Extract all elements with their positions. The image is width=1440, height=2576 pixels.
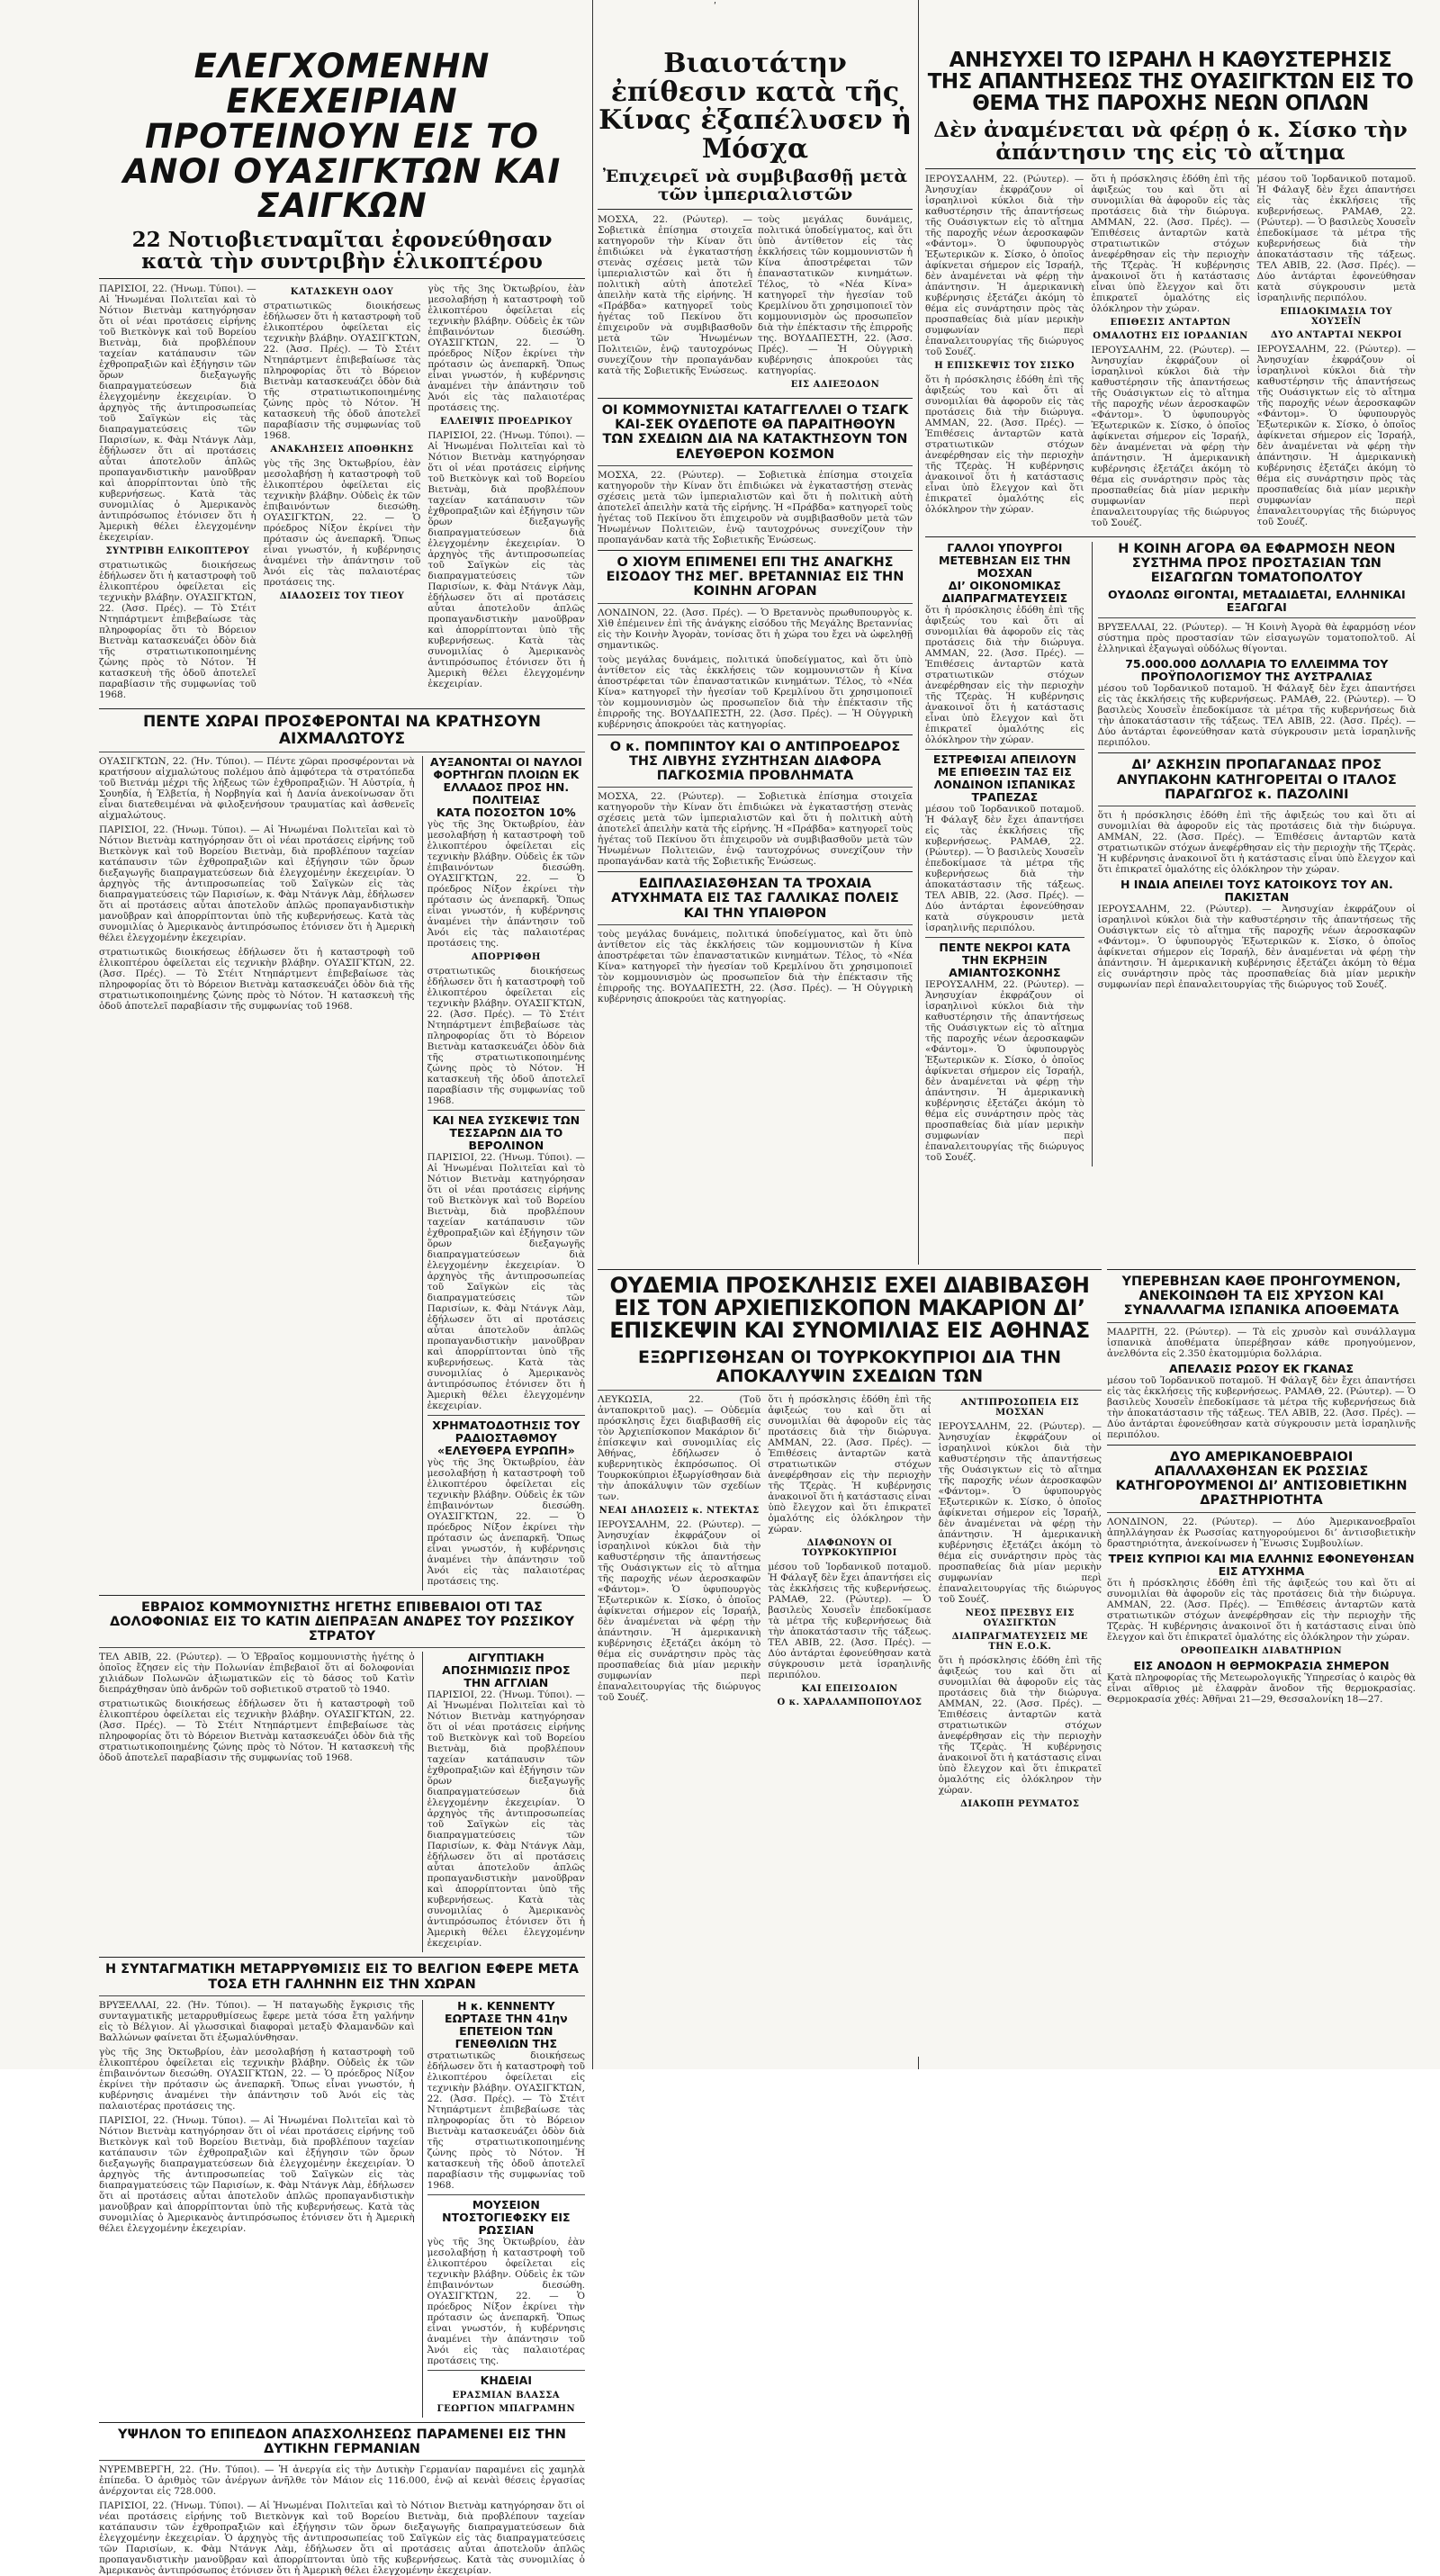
right-top-columns (925, 174, 1416, 532)
article-text: ΙΕΡΟΥΣΑΛΗΜ, 22. (Ρώυτερ). — Ἀνησυχίαν ἐκφράζουν οἱ ἰσραηλινοὶ κύκλοι διὰ τὴν καθυστέρησιν τῆς ἀπαντήσεως τῆς Ουάσιγκτων εἰς τὸ αἴτημα τῆς παροχῆς νέων ἀεροσκαφῶν «Φάντομ». Ὁ ὑφυπουργὸς Ἐξωτερικῶν κ. Σίσκο, ὁ ὁποῖος ἀφίκνεται σήμερον εἰς Ἰσραήλ, δὲν ἀναμένεται νὰ φέρῃ τὴν ἀπάντησιν. Ἡ ἀμερικανικὴ κυβέρνησις ἐξετάζει ἀκόμη τὸ θέμα εἰς συνάρτησιν πρὸς τὰς προσπαθείας διὰ μίαν μερικὴν συμφωνίαν περὶ ἐπαναλειτουργίας τῆς διώρυγος τοῦ Σουέζ. (1091, 344, 1250, 528)
headline-nauloi-sub: ΚΑΤΑ ΠΟΣΟΣΤΟΝ 10% (436, 805, 576, 819)
page-mark: ʹ (714, 2, 716, 12)
headline-aigyptiaki: ΑΙΓΥΠΤΙΑΚΗ ΑΠΟΣΗΜΙΩΣΙΣ ΠΡΟΣ ΤΗΝ ΑΓΓΛΙΑΝ (442, 1651, 571, 1690)
syntagma-columns (99, 2000, 585, 2418)
evraios-columns (99, 1652, 585, 1952)
article-text: ΠΑΡΙΣΙΟΙ, 22. (Ἡνωμ. Τύποι). — Αἱ Ἡνωμέναι Πολιτεῖαι καὶ τὸ Νότιον Βιετνὰμ κατηγόρησαν ὅτι οἱ νέαι προτάσεις εἰρήνης τοῦ Βιετκὸνγκ καὶ τοῦ Βορείου Βιετνὰμ, διὰ προβλέπουν ταχείαν κατάπαυσιν τῶν ἐχθροπραξιῶν καὶ ἐξήγησιν τῶν ὅρων διεξαγωγῆς διαπραγματεύσεων διὰ ἐλεγχομένην ἐκεχειρίαν. Ὁ ἀρχηγὸς τῆς ἀντιπροσωπείας τοῦ Σαϊγκὼν εἰς τὰς διαπραγματεύσεις τῶν Παρισίων, κ. Φὰμ Ντάνγκ Λὰμ, ἐδήλωσεν ὅτι αἱ προτάσεις αὗται ἀποτελοῦν ἀπλῶς προπαγανδιστικὴν μανοῦβραν καὶ ἀπορρίπτονται ὑπὸ τῆς κυβερνήσεως. Κατὰ τὰς συνομιλίας ὁ Ἀμερικανὸς ἀντιπρόσωπος ἐτόνισεν ὅτι ἡ Ἀμερικὴ θέλει ἐλεγχομένην ἐκεχειρίαν. (427, 1689, 585, 1950)
headline-ekecheiria: ΕΛΕΓΧΟΜΕΝΗΝ ΕΚΕΧΕΙΡΙΑΝ ΠΡΟΤΕΙΝΟΥΝ ΕΙΣ ΤΟ ΑΝΟΙ ΟΥΑΣΙΓΚΤΩΝ ΚΑΙ ΣΑΙΓΚΩΝ (122, 47, 562, 226)
article-text: ΒΡΥΞΕΛΛΑΙ, 22. (Ρώυτερ). — Ἡ Κοινὴ Ἀγορὰ θὰ ἐφαρμόσῃ νέον σύστημα πρὸς προστασίαν τῶν εἰσαγωγῶν τοματοπολτοῦ. Αἱ ἑλληνικαὶ ἐξαγωγαὶ οὐδόλως θίγονται. (1097, 622, 1416, 655)
subhead: ΕΙΣ ΑΔΙΕΞΟΔΟΝ (790, 379, 880, 390)
subhead: ΕΠΙΔΟΚΙΜΑΣΙΑ ΤΟΥ ΧΟΥΣΕΪΝ (1280, 306, 1393, 327)
article-text: ΠΑΡΙΣΙΟΙ, 22. (Ἡνωμ. Τύποι). — Αἱ Ἡνωμέναι Πολιτεῖαι καὶ τὸ Νότιον Βιετνὰμ κατηγόρησαν ὅτι οἱ νέαι προτάσεις εἰρήνης τοῦ Βιετκὸνγκ καὶ τοῦ Βορείου Βιετνὰμ, διὰ προβλέπουν ταχείαν κατάπαυσιν τῶν ἐχθροπραξιῶν καὶ ἐξήγησιν τῶν ὅρων διεξαγωγῆς διαπραγματεύσεων διὰ ἐλεγχομένην ἐκεχειρίαν. Ὁ ἀρχηγὸς τῆς ἀντιπροσωπείας τοῦ Σαϊγκὼν εἰς τὰς διαπραγματεύσεις τῶν Παρισίων, κ. Φὰμ Ντάνγκ Λὰμ, ἐδήλωσεν ὅτι αἱ προτάσεις αὗται ἀποτελοῦν ἀπλῶς προπαγανδιστικὴν μανοῦβραν καὶ ἀπορρίπτονται ὑπὸ τῆς κυβερνήσεως. Κατὰ τὰς συνομιλίας ὁ Ἀμερικανὸς ἀντιπρόσωπος ἐτόνισεν ὅτι ἡ Ἀμερικὴ θέλει ἐλεγχομένην ἐκεχειρίαν. (99, 2114, 415, 2234)
article-text: γὺς τῆς 3ης Ὀκτωβρίου, ἐὰν μεσολαβήσῃ ἡ καταστροφὴ τοῦ ἑλικοπτέρου ὀφείλεται εἰς τεχνικὴν βλάβην. Οὐδεὶς ἐκ τῶν ἐπιβαινόντων διεσώθη. ΟΥΑΣΙΓΚΤΩΝ, 22. — Ὁ πρόεδρος Νίξον ἐκρίνει τὴν πρότασιν ὡς ἀνεπαρκῆ. Ὅπως εἶναι γνωστόν, ἡ κυβέρνησις ἀναμένει τὴν ἀπάντησιν τοῦ Ἀνόι εἰς τὰς παλαιοτέρας προτάσεις της. (428, 283, 586, 413)
headline-makarios: ΟΥΔΕΜΙΑ ΠΡΟΣΚΛΗΣΙΣ ΕΧΕΙ ΔΙΑΒΙΒΑΣΘΗ ΕΙΣ ΤΟΝ ΑΡΧΙΕΠΙΣΚΟΠΟΝ ΜΑΚΑΡΙΟΝ ΔΙ’ ΕΠΙΣΚΕΨΙΝ ΚΑΙ ΣΥΝΟΜΙΛΙΑΣ ΕΙΣ ΑΘΗΝΑΣ (609, 1273, 1090, 1344)
article-text: ΒΡΥΞΕΛΛΑΙ, 22. (Ἡν. Τύποι). — Ἡ παταγωδὴς ἔγκρισις τῆς συνταγματικῆς μεταρρυθμίσεως ἔφερε μετὰ τόσα ἔτη γαλήνην εἰς τὸ Βέλγιον. Αἱ γλωσσικαὶ διαφοραὶ μεταξὺ Φλαμανδῶν καὶ Βαλλώνων φαίνεται ὅτι ἐξωμαλύνθησαν. (99, 1999, 415, 2043)
article-text: ΛΟΝΔΙΝΟΝ, 22. (Ρώυτερ). — Δύο Ἀμερικανοεβραῖοι ἀπηλλάγησαν ἐκ Ρωσσίας κατηγορούμενοι δι’ ἀντισοβιετικὴν δραστηριότητα, ἀνεκοίνωσεν ἡ Ἕνωσις Συμβουλίων. (1107, 1516, 1416, 1549)
article-text: ὅτι ἡ πρόσκλησις ἐδόθη ἐπὶ τῆς ἀφιξεώς του καὶ ὅτι αἱ συνομιλίαι θὰ ἀφοροῦν εἰς τὰς προτάσεις διὰ τὴν διώρυγα. ΑΜΜΑΝ, 22. (Ἀσσ. Πρές). — Ἐπιθέσεις ἀνταρτῶν κατὰ στρατιωτικῶν στόχων ἀνεφέρθησαν εἰς τὴν περιοχὴν τῆς Τζερὰς. Ἡ κυβέρνησις ἀνακοινοῖ ὅτι ἡ κατάστασις εἶναι ὑπὸ ἔλεγχον καὶ ὅτι ἐπικρατεῖ ὁμαλότης εἰς ὁλόκληρον τὴν χώραν. (925, 374, 1084, 515)
headline-apelasis: ΑΠΕΛΑΣΙΣ ΡΩΣΟΥ ΕΚ ΓΚΑΝΑΣ (1168, 1361, 1354, 1375)
article-text: μέσου τοῦ Ἰορδανικοῦ ποταμοῦ. Ἡ Φάλαγξ δὲν ἔχει ἀπαντήσει εἰς τὰς ἐκκλήσεις τῆς κυβερνήσεως. ΡΑΜΑΘ, 22. (Ρώυτερ). — Ὁ βασιλεὺς Χουσεῒν ἐπεδοκίμασε τὰ μέτρα τῆς κυβερνήσεως διὰ τὴν ἀποκατάστασιν τῆς τάξεως. ΤΕΛ ΑΒΙΒ, 22. (Ἀσσ. Πρές). — Δύο ἀντάρται ἐφονεύθησαν κατὰ σύγκρουσιν μετὰ ἰσραηλινῆς περιπόλου. (1256, 173, 1416, 303)
headline-treis-kyprioi: ΤΡΕΙΣ ΚΥΠΡΙΟΙ ΚΑΙ ΜΙΑ ΕΛΛΗΝΙΣ ΕΦΟΝΕΥΘΗΣΑΝ ΕΙΣ ΑΤΥΧΗΜΑ (1108, 1551, 1415, 1578)
article-text: ΙΕΡΟΥΣΑΛΗΜ, 22. (Ρώυτερ). — Ἀνησυχίαν ἐκφράζουν οἱ ἰσραηλινοὶ κύκλοι διὰ τὴν καθυστέρησιν τῆς ἀπαντήσεως τῆς Ουάσιγκτων εἰς τὸ αἴτημα τῆς παροχῆς νέων ἀεροσκαφῶν «Φάντομ». Ὁ ὑφυπουργὸς Ἐξωτερικῶν κ. Σίσκο, ὁ ὁποῖος ἀφίκνεται σήμερον εἰς Ἰσραήλ, δὲν ἀναμένεται νὰ φέρῃ τὴν ἀπάντησιν. Ἡ ἀμερικανικὴ κυβέρνησις ἐξετάζει ἀκόμη τὸ θέμα εἰς συνάρτησιν πρὸς τὰς προσπαθείας διὰ μίαν μερικὴν συμφωνίαν περὶ ἐπαναλειτουργίας τῆς διώρυγος τοῦ Σουέζ. (1256, 343, 1416, 527)
article-text: ΙΕΡΟΥΣΑΛΗΜ, 22. (Ρώυτερ). — Ἀνησυχίαν ἐκφράζουν οἱ ἰσραηλινοὶ κύκλοι διὰ τὴν καθυστέρησιν τῆς ἀπαντήσεως τῆς Ουάσιγκτων εἰς τὸ αἴτημα τῆς παροχῆς νέων ἀεροσκαφῶν «Φάντομ». Ὁ ὑφυπουργὸς Ἐξωτερικῶν κ. Σίσκο, ὁ ὁποῖος ἀφίκνεται σήμερον εἰς Ἰσραήλ, δὲν ἀναμένεται νὰ φέρῃ τὴν ἀπάντησιν. Ἡ ἀμερικανικὴ κυβέρνησις ἐξετάζει ἀκόμη τὸ θέμα εἰς συνάρτησιν πρὸς τὰς προσπαθείας διὰ μίαν μερικὴν συμφωνίαν περὶ ἐπαναλειτουργίας τῆς διώρυγος τοῦ Σουέζ. (925, 978, 1084, 1163)
subhead: ΟΡΘΟΠΕΔΙΚΗ ΔΙΑΒΑΤΗΡΙΩΝ (1180, 1645, 1343, 1656)
headline-galloi: ΓΑΛΛΟΙ ΥΠΟΥΡΓΟΙ ΜΕΤΕΒΗΣΑΝ ΕΙΣ ΤΗΝ ΜΟΣΧΑΝ (939, 540, 1071, 580)
subhead: ΔΥΟ ΑΝΤΑΡΤΑΙ ΝΕΚΡΟΙ (1270, 329, 1402, 340)
right-mid-columns (925, 542, 1416, 1166)
subhead: ΑΝΤΙΠΡΟΣΩΠΕΙΑ ΕΙΣ ΜΟΣΧΑΝ (960, 1398, 1080, 1419)
headline-koini-agora-sub: ΟΥΔΟΛΩΣ ΘΙΓΟΝΤΑΙ, ΜΕΤΑΔΙΔΕΤΑΙ, ΕΛΛΗΝΙΚΑΙ ΕΞΑΓΩΓΑΙ (1108, 588, 1406, 615)
subhead: ΔΙΑΔΟΣΕΙΣ ΤΟΥ ΤΙΕΟΥ (279, 590, 405, 601)
column-divider (592, 0, 593, 2069)
article-text: ΜΑΔΡΙΤΗ, 22. (Ρώυτερ). — Τὰ εἰς χρυσὸν καὶ συνάλλαγμα ἰσπανικὰ ἀποθέματα ὑπερέβησαν κάθε προηγούμενον, ἀνελθόντα εἰς 2.350 ἑκατομμύρια δολλάρια. (1107, 1326, 1416, 1359)
headline-pasolini: ΔΙ’ ΑΣΚΗΣΙΝ ΠΡΟΠΑΓΑΝΔΑΣ ΠΡΟΣ ΑΝΥΠΑΚΟΗΝ ΚΑΤΗΓΟΡΕΙΤΑΙ Ο ΙΤΑΛΟΣ ΠΑΡΑΓΩΓΟΣ κ. ΠΑΖΟΛΙΝΙ (1116, 758, 1397, 802)
article-text: στρατιωτικῶς διοικήσεως ἐδήλωσεν ὅτι ἡ καταστροφὴ τοῦ ἑλικοπτέρου ὀφείλεται εἰς τεχνικὴν βλάβην. ΟΥΑΣΙΓΚΤΩΝ, 22. (Ἀσσ. Πρές). — Τὸ Στέιτ Ντηπάρτμεντ ἐπιβεβαίωσε τὰς πληροφορίας ὅτι τὸ Βόρειον Βιετνὰμ κατασκευάζει ὁδὸν διὰ τῆς στρατιωτικοποιημένης ζώνης πρὸς τὸ Νότον. Ἡ κατασκευὴ τῆς ὁδοῦ ἀποτελεῖ παραβίασιν τῆς συμφωνίας τοῦ 1968. (99, 946, 415, 1012)
article-text: στρατιωτικῶς διοικήσεως ἐδήλωσεν ὅτι ἡ καταστροφὴ τοῦ ἑλικοπτέρου ὀφείλεται εἰς τεχνικὴν βλάβην. ΟΥΑΣΙΓΚΤΩΝ, 22. (Ἀσσ. Πρές). — Τὸ Στέιτ Ντηπάρτμεντ ἐπιβεβαίωσε τὰς πληροφορίας ὅτι τὸ Βόρειον Βιετνὰμ κατασκευάζει ὁδὸν διὰ τῆς στρατιωτικοποιημένης ζώνης πρὸς τὸ Νότον. Ἡ κατασκευὴ τῆς ὁδοῦ ἀποτελεῖ παραβίασιν τῆς συμφωνίας τοῦ 1968. (99, 1698, 415, 1764)
subheadline-ekecheiria: 22 Νοτιοβιετναμῖται ἐφονεύθησαν κατὰ τὴν συντριβὴν ἑλικοπτέρου (131, 228, 553, 275)
article-text: μέσου τοῦ Ἰορδανικοῦ ποταμοῦ. Ἡ Φάλαγξ δὲν ἔχει ἀπαντήσει εἰς τὰς ἐκκλήσεις τῆς κυβερνήσεως. ΡΑΜΑΘ, 22. (Ρώυτερ). — Ὁ βασιλεὺς Χουσεῒν ἐπεδοκίμασε τὰ μέτρα τῆς κυβερνήσεως διὰ τὴν ἀποκατάστασιν τῆς τάξεως. ΤΕΛ ΑΒΙΒ, 22. (Ἀσσ. Πρές). — Δύο ἀντάρται ἐφονεύθησαν κατὰ σύγκρουσιν μετὰ ἰσραηλινῆς περιπόλου. (1107, 1374, 1416, 1440)
article-text: μέσου τοῦ Ἰορδανικοῦ ποταμοῦ. Ἡ Φάλαγξ δὲν ἔχει ἀπαντήσει εἰς τὰς ἐκκλήσεις τῆς κυβερνήσεως. ΡΑΜΑΘ, 22. (Ρώυτερ). — Ὁ βασιλεὺς Χουσεῒν ἐπεδοκίμασε τὰ μέτρα τῆς κυβερνήσεως διὰ τὴν ἀποκατάστασιν τῆς τάξεως. ΤΕΛ ΑΒΙΒ, 22. (Ἀσσ. Πρές). — Δύο ἀντάρται ἐφονεύθησαν κατὰ σύγκρουσιν μετὰ ἰσραηλινῆς περιπόλου. (768, 1562, 932, 1681)
subhead: Η ΕΠΙΣΚΕΨΙΣ ΤΟΥ ΣΙΣΚΟ (934, 360, 1076, 371)
headline-evraios: ΕΒΡΑΙΟΣ ΚΟΜΜΟΥΝΙΣΤΗΣ ΗΓΕΤΗΣ ΕΠΙΒΕΒΑΙΟΙ ΟΤΙ ΤΑΣ ΔΟΛΟΦΟΝΙΑΣ ΕΙΣ ΤΟ ΚΑΤΙΝ ΔΙΕΠΡΑΞΑΝ ΑΝΔΡΕΣ ΤΟΥ ΡΩΣΣΙΚΟΥ ΣΤΡΑΤΟΥ (109, 1599, 575, 1644)
headline-pente-chores: ΠΕΝΤΕ ΧΩΡΑΙ ΠΡΟΣΦΕΡΟΝΤΑΙ ΝΑ ΚΡΑΤΗΣΟΥΝ ΑΙΧΜΑΛΩΤΟΥΣ (142, 712, 542, 748)
headline-syskepsis: ΚΑΙ ΝΕΑ ΣΥΣΚΕΨΙΣ ΤΩΝ ΤΕΣΣΑΡΩΝ ΔΙΑ ΤΟ ΒΕΡΟΛΙΝΟΝ (432, 1112, 580, 1152)
article-text: ΛΕΥΚΩΣΙΑ, 22. (Τοῦ ἀνταποκριτοῦ μας). — Οὐδεμία πρόσκλησις ἔχει διαβιβασθῆ εἰς τὸν Ἀρχιεπίσκοπον Μακάριον δι’ ἐπίσκεψιν καὶ συνομιλίας εἰς Ἀθήνας, ἐδήλωσεν ὁ κυβερνητικὸς ἐκπρόσωπος. Οἱ Τουρκοκύπριοι ἐξωργίσθησαν διὰ τὴν ἀποκάλυψιν τῶν σχεδίων των. (598, 1394, 761, 1503)
headline-kideiai: ΚΗΔΕΙΑΙ (480, 2373, 532, 2387)
subhead: ΣΥΝΤΡΙΒΗ ΕΛΙΚΟΠΤΕΡΟΥ (105, 545, 250, 556)
article-text: μέσου τοῦ Ἰορδανικοῦ ποταμοῦ. Ἡ Φάλαγξ δὲν ἔχει ἀπαντήσει εἰς τὰς ἐκκλήσεις τῆς κυβερνήσεως. ΡΑΜΑΘ, 22. (Ρώυτερ). — Ὁ βασιλεὺς Χουσεῒν ἐπεδοκίμασε τὰ μέτρα τῆς κυβερνήσεως διὰ τὴν ἀποκατάστασιν τῆς τάξεως. ΤΕΛ ΑΒΙΒ, 22. (Ἀσσ. Πρές). — Δύο ἀντάρται ἐφονεύθησαν κατὰ σύγκρουσιν μετὰ ἰσραηλινῆς περιπόλου. (1097, 683, 1416, 749)
headline-moysion: ΜΟΥΣΕΙΟΝ ΝΤΟΣΤΟΓΙΕΦΣΚΥ ΕΙΣ ΡΩΣΣΙΑΝ (442, 2197, 571, 2237)
article-text: ΠΑΡΙΣΙΟΙ, 22. (Ἡνωμ. Τύποι). — Αἱ Ἡνωμέναι Πολιτεῖαι καὶ τὸ Νότιον Βιετνὰμ κατηγόρησαν ὅτι οἱ νέαι προτάσεις εἰρήνης τοῦ Βιετκὸνγκ καὶ τοῦ Βορείου Βιετνὰμ, διὰ προβλέπουν ταχείαν κατάπαυσιν τῶν ἐχθροπραξιῶν καὶ ἐξήγησιν τῶν ὅρων διεξαγωγῆς διαπραγματεύσεων διὰ ἐλεγχομένην ἐκεχειρίαν. Ὁ ἀρχηγὸς τῆς ἀντιπροσωπείας τοῦ Σαϊγκὼν εἰς τὰς διαπραγματεύσεις τῶν Παρισίων, κ. Φὰμ Ντάνγκ Λὰμ, ἐδήλωσεν ὅτι αἱ προτάσεις αὗται ἀποτελοῦν ἀπλῶς προπαγανδιστικὴν μανοῦβραν καὶ ἀπορρίπτονται ὑπὸ τῆς κυβερνήσεως. Κατὰ τὰς συνομιλίας ὁ Ἀμερικανὸς ἀντιπρόσωπος ἐτόνισεν ὅτι ἡ Ἀμερικὴ θέλει ἐλεγχομένην ἐκεχειρίαν. (428, 429, 586, 689)
article-text: τοὺς μεγάλας δυνάμεις, πολιτικά ὑποδείγματος, καὶ ὅτι ὑπὸ ἀντίθετον εἰς τὰς ἐκκλήσεις τῶν κομμουνιστῶν ἡ Κίνα ἀποστρέφεται τῶν ἐπαναστατικῶν κινημάτων. Τέλος, τὸ «Νέα Κίνα» κατηγορεῖ τὴν ἡγεσίαν τοῦ Κρεμλίνου ὅτι χρησιμοποιεῖ τὸν κομμουνισμὸν ὡς προσωπεῖον διὰ τὴν ἐπέκτασιν τῆς ἐπιρροῆς της. ΒΟΥΔΑΠΕΣΤΗ, 22. (Ἀσσ. Πρές). — Ἡ Οὑγγρικὴ κυβέρνησις ἀποκρούει τὰς κατηγορίας. (758, 213, 913, 376)
article-text: Κατὰ πληροφορίας τῆς Μετεωρολογικῆς Ὑπηρεσίας ὁ καιρὸς θὰ εἶναι αἴθριος μὲ ἐλαφρὰν ἄνοδον τῆς θερμοκρασίας. Θερμοκρασία χθές: Ἀθῆναι 21—29, Θεσσαλονίκη 18—27. (1107, 1671, 1416, 1705)
article-text: ΛΟΝΔΙΝΟΝ, 22. (Ἀσσ. Πρές). — Ὁ Βρεταννὸς πρωθυπουργὸς κ. Χὶθ ἐπέμεινεν ἐπὶ τῆς ἀνάγκης εἰσόδου τῆς Μεγάλης Βρεταννίας εἰς τὴν Κοινὴν Ἀγορὰν, τονίσας ὅτι ἡ χώρα του ἔχει νὰ ὠφεληθῇ σημαντικῶς. (598, 607, 913, 651)
article-text: ΝΥΡΕΜΒΕΡΓΗ, 22. (Ἡν. Τύποι). — Ἡ ἀνεργία εἰς τὴν Δυτικὴν Γερμανίαν παραμένει εἰς χαμηλὰ ἐπίπεδα. Ὁ ἀριθμὸς τῶν ἀνέργων ἀνῆλθε τὸν Μάιον εἰς 116.000, ἐνῷ αἱ κενὰὶ θέσεις ἐργασίας ἀνέρχονται εἰς 728.000. (99, 2464, 585, 2498)
subhead: ΟΜΑΛΟΤΗΣ ΕΙΣ ΙΟΡΔΑΝΙΑΝ (1093, 330, 1248, 341)
article-text: γὺς τῆς 3ης Ὀκτωβρίου, ἐὰν μεσολαβήσῃ ἡ καταστροφὴ τοῦ ἑλικοπτέρου ὀφείλεται εἰς τεχνικὴν βλάβην. Οὐδεὶς ἐκ τῶν ἐπιβαινόντων διεσώθη. ΟΥΑΣΙΓΚΤΩΝ, 22. — Ὁ πρόεδρος Νίξον ἐκρίνει τὴν πρότασιν ὡς ἀνεπαρκῆ. Ὅπως εἶναι γνωστόν, ἡ κυβέρνησις ἀναμένει τὴν ἀπάντησιν τοῦ Ἀνόι εἰς τὰς παλαιοτέρας προτάσεις της. (99, 2046, 415, 2112)
article-text: ΙΕΡΟΥΣΑΛΗΜ, 22. (Ρώυτερ). — Ἀνησυχίαν ἐκφράζουν οἱ ἰσραηλινοὶ κύκλοι διὰ τὴν καθυστέρησιν τῆς ἀπαντήσεως τῆς Ουάσιγκτων εἰς τὸ αἴτημα τῆς παροχῆς νέων ἀεροσκαφῶν «Φάντομ». Ὁ ὑφυπουργὸς Ἐξωτερικῶν κ. Σίσκο, ὁ ὁποῖος ἀφίκνεται σήμερον εἰς Ἰσραήλ, δὲν ἀναμένεται νὰ φέρῃ τὴν ἀπάντησιν. Ἡ ἀμερικανικὴ κυβέρνησις ἐξετάζει ἀκόμη τὸ θέμα εἰς συνάρτησιν πρὸς τὰς προσπαθείας διὰ μίαν μερικὴν συμφωνίαν περὶ ἐπαναλειτουργίας τῆς διώρυγος τοῦ Σουέζ. (598, 1519, 761, 1704)
article-text: ΠΑΡΙΣΙΟΙ, 22. (Ἡνωμ. Τύποι). — Αἱ Ἡνωμέναι Πολιτεῖαι καὶ τὸ Νότιον Βιετνὰμ κατηγόρησαν ὅτι οἱ νέαι προτάσεις εἰρήνης τοῦ Βιετκὸνγκ καὶ τοῦ Βορείου Βιετνὰμ, διὰ προβλέπουν ταχείαν κατάπαυσιν τῶν ἐχθροπραξιῶν καὶ ἐξήγησιν τῶν ὅρων διεξαγωγῆς διαπραγματεύσεων διὰ ἐλεγχομένην ἐκεχειρίαν. Ὁ ἀρχηγὸς τῆς ἀντιπροσωπείας τοῦ Σαϊγκὼν εἰς τὰς διαπραγματεύσεις τῶν Παρισίων, κ. Φὰμ Ντάνγκ Λὰμ, ἐδήλωσεν ὅτι αἱ προτάσεις αὗται ἀποτελοῦν ἀπλῶς προπαγανδιστικὴν μανοῦβραν καὶ ἀπορρίπτονται ὑπὸ τῆς κυβερνήσεως. Κατὰ τὰς συνομιλίας ὁ Ἀμερικανὸς ἀντιπρόσωπος ἐτόνισεν ὅτι ἡ Ἀμερικὴ θέλει ἐλεγχομένην ἐκεχειρίαν. (427, 1151, 585, 1411)
headline-ypervisan: ΥΠΕΡΕΒΗΣΑΝ ΚΑΘΕ ΠΡΟΗΓΟΥΜΕΝΟΝ, ΑΝΕΚΟΙΝΩΘΗ ΤΑ ΕΙΣ ΧΡΥΣΟΝ ΚΑΙ ΣΥΝΑΛΛΑΓΜΑ ΙΣΠΑΝΙΚΑ ΑΠΟΘΕΜΑΤΑ (1121, 1274, 1401, 1319)
article-text: στρατιωτικῶς διοικήσεως ἐδήλωσεν ὅτι ἡ καταστροφὴ τοῦ ἑλικοπτέρου ὀφείλεται εἰς τεχνικὴν βλάβην. ΟΥΑΣΙΓΚΤΩΝ, 22. (Ἀσσ. Πρές). — Τὸ Στέιτ Ντηπάρτμεντ ἐπιβεβαίωσε τὰς πληροφορίας ὅτι τὸ Βόρειον Βιετνὰμ κατασκευάζει ὁδὸν διὰ τῆς στρατιωτικοποιημένης ζώνης πρὸς τὸ Νότον. Ἡ κατασκευὴ τῆς ὁδοῦ ἀποτελεῖ παραβίασιν τῆς συμφωνίας τοῦ 1968. (427, 2049, 585, 2191)
article-text: ΠΑΡΙΣΙΟΙ, 22. (Ἡνωμ. Τύποι). — Αἱ Ἡνωμέναι Πολιτεῖαι καὶ τὸ Νότιον Βιετνὰμ κατηγόρησαν ὅτι οἱ νέαι προτάσεις εἰρήνης τοῦ Βιετκὸνγκ καὶ τοῦ Βορείου Βιετνὰμ, διὰ προβλέπουν ταχείαν κατάπαυσιν τῶν ἐχθροπραξιῶν καὶ ἐξήγησιν τῶν ὅρων διεξαγωγῆς διαπραγματεύσεων διὰ ἐλεγχομένην ἐκεχειρίαν. Ὁ ἀρχηγὸς τῆς ἀντιπροσωπείας τοῦ Σαϊγκὼν εἰς τὰς διαπραγματεύσεις τῶν Παρισίων, κ. Φὰμ Ντάνγκ Λὰμ, ἐδήλωσεν ὅτι αἱ προτάσεις αὗται ἀποτελοῦν ἀπλῶς προπαγανδιστικὴν μανοῦβραν καὶ ἀπορρίπτονται ὑπὸ τῆς κυβερνήσεως. Κατὰ τὰς συνομιλίας ὁ Ἀμερικανὸς ἀντιπρόσωπος ἐτόνισεν ὅτι ἡ Ἀμερικὴ θέλει ἐλεγχομένην ἐκεχειρίαν. (99, 824, 415, 943)
subhead: ΕΛΛΕΙΨΙΣ ΠΡΟΕΔΡΙΚΟΥ (440, 416, 573, 427)
article-text: ΙΕΡΟΥΣΑΛΗΜ, 22. (Ρώυτερ). — Ἀνησυχίαν ἐκφράζουν οἱ ἰσραηλινοὶ κύκλοι διὰ τὴν καθυστέρησιν τῆς ἀπαντήσεως τῆς Ουάσιγκτων εἰς τὸ αἴτημα τῆς παροχῆς νέων ἀεροσκαφῶν «Φάντομ». Ὁ ὑφυπουργὸς Ἐξωτερικῶν κ. Σίσκο, ὁ ὁποῖος ἀφίκνεται σήμερον εἰς Ἰσραήλ, δὲν ἀναμένεται νὰ φέρῃ τὴν ἀπάντησιν. Ἡ ἀμερικανικὴ κυβέρνησις ἐξετάζει ἀκόμη τὸ θέμα εἰς συνάρτησιν πρὸς τὰς προσπαθείας διὰ μίαν μερικὴν συμφωνίαν περὶ ἐπαναλειτουργίας τῆς διώρυγος τοῦ Σουέζ. (1097, 904, 1416, 991)
left-top-columns (99, 284, 585, 704)
subhead: ΑΠΟΡΡΙΦΘΗ (471, 951, 541, 962)
article-text: ΙΕΡΟΥΣΑΛΗΜ, 22. (Ρώυτερ). — Ἀνησυχίαν ἐκφράζουν οἱ ἰσραηλινοὶ κύκλοι διὰ τὴν καθυστέρησιν τῆς ἀπαντήσεως τῆς Ουάσιγκτων εἰς τὸ αἴτημα τῆς παροχῆς νέων ἀεροσκαφῶν «Φάντομ». Ὁ ὑφυπουργὸς Ἐξωτερικῶν κ. Σίσκο, ὁ ὁποῖος ἀφίκνεται σήμερον εἰς Ἰσραήλ, δὲν ἀναμένεται νὰ φέρῃ τὴν ἀπάντησιν. Ἡ ἀμερικανικὴ κυβέρνησις ἐξετάζει ἀκόμη τὸ θέμα εἰς συνάρτησιν πρὸς τὰς προσπαθείας διὰ μίαν μερικὴν συμφωνίαν περὶ ἐπαναλειτουργίας τῆς διώρυγος τοῦ Σουέζ. (925, 173, 1084, 357)
subhead: ΔΙΑΚΟΠΗ ΡΕΥΜΑΤΟΣ (960, 1799, 1080, 1810)
subheadline-moscha: Ἐπιχειρεῖ νὰ συμβιβασθῇ μετὰ τῶν ἰμπεριαλιστῶν (602, 167, 908, 204)
subheadline-israel: Δὲν ἀναμένεται νὰ φέρῃ ὁ κ. Σίσκο τὴν ἀπάντησιν της εἰς τὸ αἴτημα (933, 118, 1408, 165)
pente-columns (99, 756, 585, 1590)
article-text: μέσου τοῦ Ἰορδανικοῦ ποταμοῦ. Ἡ Φάλαγξ δὲν ἔχει ἀπαντήσει εἰς τὰς ἐκκλήσεις τῆς κυβερνήσεως. ΡΑΜΑΘ, 22. (Ρώυτερ). — Ὁ βασιλεὺς Χουσεῒν ἐπεδοκίμασε τὰ μέτρα τῆς κυβερνήσεως διὰ τὴν ἀποκατάστασιν τῆς τάξεως. ΤΕΛ ΑΒΙΒ, 22. (Ἀσσ. Πρές). — Δύο ἀντάρται ἐφονεύθησαν κατὰ σύγκρουσιν μετὰ ἰσραηλινῆς περιπόλου. (925, 803, 1084, 933)
headline-ypsilon: ΥΨΗΛΟΝ ΤΟ ΕΠΙΠΕΔΟΝ ΑΠΑΣΧΟΛΗΣΕΩΣ ΠΑΡΑΜΕΝΕΙ ΕΙΣ ΤΗΝ ΔΥΤΙΚΗΝ ΓΕΡΜΑΝΙΑΝ (117, 2427, 567, 2456)
center-top-columns (598, 214, 913, 393)
article-text: γὺς τῆς 3ης Ὀκτωβρίου, ἐὰν μεσολαβήσῃ ἡ καταστροφὴ τοῦ ἑλικοπτέρου ὀφείλεται εἰς τεχνικὴν βλάβην. Οὐδεὶς ἐκ τῶν ἐπιβαινόντων διεσώθη. ΟΥΑΣΙΓΚΤΩΝ, 22. — Ὁ πρόεδρος Νίξον ἐκρίνει τὴν πρότασιν ὡς ἀνεπαρκῆ. Ὅπως εἶναι γνωστόν, ἡ κυβέρνησις ἀναμένει τὴν ἀπάντησιν τοῦ Ἀνόι εἰς τὰς παλαιοτέρας προτάσεις της. (263, 457, 421, 588)
article-text: ὅτι ἡ πρόσκλησις ἐδόθη ἐπὶ τῆς ἀφιξεώς του καὶ ὅτι αἱ συνομιλίαι θὰ ἀφοροῦν εἰς τὰς προτάσεις διὰ τὴν διώρυγα. ΑΜΜΑΝ, 22. (Ἀσσ. Πρές). — Ἐπιθέσεις ἀνταρτῶν κατὰ στρατιωτικῶν στόχων ἀνεφέρθησαν εἰς τὴν περιοχὴν τῆς Τζερὰς. Ἡ κυβέρνησις ἀνακοινοῖ ὅτι ἡ κατάστασις εἶναι ὑπὸ ἔλεγχον καὶ ὅτι ἐπικρατεῖ ὁμαλότης εἰς ὁλόκληρον τὴν χώραν. (768, 1394, 932, 1536)
subhead: Ο κ. ΧΑΡΑΛΑΜΠΟΠΟΥΛΟΣ (777, 1698, 922, 1708)
headline-pente-nekroi: ΠΕΝΤΕ ΝΕΚΡΟΙ ΚΑΤΑ ΤΗΝ ΕΚΡΗΞΙΝ ΑΜΙΑΝΤΟΣΚΟΝΗΣ (939, 940, 1071, 979)
article-text: γὺς τῆς 3ης Ὀκτωβρίου, ἐὰν μεσολαβήσῃ ἡ καταστροφὴ τοῦ ἑλικοπτέρου ὀφείλεται εἰς τεχνικὴν βλάβην. Οὐδεὶς ἐκ τῶν ἐπιβαινόντων διεσώθη. ΟΥΑΣΙΓΚΤΩΝ, 22. — Ὁ πρόεδρος Νίξον ἐκρίνει τὴν πρότασιν ὡς ἀνεπαρκῆ. Ὅπως εἶναι γνωστόν, ἡ κυβέρνησις ἀναμένει τὴν ἀπάντησιν τοῦ Ἀνόι εἰς τὰς παλαιοτέρας προτάσεις της. (427, 2236, 585, 2366)
article-text: στρατιωτικῶς διοικήσεως ἐδήλωσεν ὅτι ἡ καταστροφὴ τοῦ ἑλικοπτέρου ὀφείλεται εἰς τεχνικὴν βλάβην. ΟΥΑΣΙΓΚΤΩΝ, 22. (Ἀσσ. Πρές). — Τὸ Στέιτ Ντηπάρτμεντ ἐπιβεβαίωσε τὰς πληροφορίας ὅτι τὸ Βόρειον Βιετνὰμ κατασκευάζει ὁδὸν διὰ τῆς στρατιωτικοποιημένης ζώνης πρὸς τὸ Νότον. Ἡ κατασκευὴ τῆς ὁδοῦ ἀποτελεῖ παραβίασιν τῆς συμφωνίας τοῦ 1968. (427, 965, 585, 1106)
subhead: ΚΑΙ ΕΠΕΙΣΟΔΙΟΝ (801, 1684, 898, 1695)
right-block (925, 50, 1416, 1265)
headline-pompidou: Ο κ. ΠΟΜΠΙΝΤΟΥ ΚΑΙ Ο ΑΝΤΙΠΡΟΕΔΡΟΣ ΤΗΣ ΛΙΒΥΗΣ ΣΥΖΗΤΗΣΑΝ ΔΙΑΦΟΡΑ ΠΑΓΚΟΣΜΙΑ ΠΡΟΒΛΗΜΑΤΑ (609, 739, 901, 783)
headline-syntagmatiki: Η ΣΥΝΤΑΓΜΑΤΙΚΗ ΜΕΤΑΡΡΥΘΜΙΣΙΣ ΕΙΣ ΤΟ ΒΕΛΓΙΟΝ ΕΦΕΡΕ ΜΕΤΑ ΤΟΣΑ ΕΤΗ ΓΑΛΗΝΗΝ ΕΙΣ ΤΗΝ ΧΩΡΑΝ (104, 1962, 580, 1992)
article-text: ΟΥΑΣΙΓΚΤΩΝ, 22. (Ἡν. Τύποι). — Πέντε χῶραι προσφέρονται νὰ κρατήσουν αἰχμαλώτους πολέμου ἀπὸ ἀμφότερα τὰ στρατόπεδα τοῦ Βιετνάμ μέχρι τῆς λήξεως τῶν ἐχθροπραξιῶν. Ἡ Αὐστρία, ἡ Σουηδία, ἡ Ἐλβετία, ἡ Νορβηγία καὶ ἡ Δανία ἀνεκοίνωσαν ὅτι εἶναι διατεθειμέναι νὰ φιλοξενήσουν τραυματίας καὶ ἀσθενεῖς αἰχμαλώτους. (99, 755, 415, 821)
article-text: ΜΟΣΧΑ, 22. (Ρώυτερ). — Σοβιετικὰ ἐπίσημα στοιχεῖα κατηγοροῦν τὴν Κίναν ὅτι ἐπιδιώκει νὰ ἐγκαταστήσῃ στενὰς σχέσεις μετὰ τῶν ἰμπεριαλιστῶν καὶ ὅτι ἡ πολιτικὴ αὐτὴ ἀποτελεῖ ἀπειλὴν κατὰ τῆς εἰρήνης. Ἡ «Πράβδα» κατηγορεῖ τοὺς ἡγέτας τοῦ Πεκίνου ὅτι ἐπιχειροῦν νὰ συμβιβασθοῦν μετὰ τῶν Ἡνωμένων Πολιτειῶν, ἐνῷ ταυτοχρόνως συνεχίζουν τὴν προπαγάνδαν κατὰ τῆς Σοβιετικῆς Ἑνώσεως. (598, 791, 913, 868)
subhead: ΑΝΑΚΛΗΣΕΙΣ ΑΠΟΘΗΚΗΣ (270, 444, 414, 455)
headline-israel: ΑΝΗΣΥΧΕΙ ΤΟ ΙΣΡΑΗΛ Η ΚΑΘΥΣΤΕΡΗΣΙΣ ΤΗΣ ΑΠΑΝΤΗΣΕΩΣ ΤΗΣ ΟΥΑΣΙΓΚΤΩΝ ΕΙΣ ΤΟ ΘΕΜΑ ΤΗΣ ΠΑΡΟΧΗΣ ΝΕΩΝ ΟΠΛΩΝ (927, 49, 1414, 116)
subhead: ΕΠΙΘΕΣΙΣ ΑΝΤΑΡΤΩΝ (1110, 317, 1231, 328)
headline-anodos: ΕΙΣ ΑΝΟΔΟΝ Η ΘΕΡΜΟΚΡΑΣΙΑ ΣΗΜΕΡΟΝ (1133, 1658, 1390, 1672)
article-text: ΤΕΛ ΑΒΙΒ, 22. (Ρώυτερ). — Ὁ Ἑβραῖος κομμουνιστὴς ἡγέτης ὁ ὁποῖος ἔζησεν εἰς τὴν Πολωνίαν ἐπιβεβαιοῖ ὅτι αἱ δολοφονίαι χιλιάδων Πολωνῶν ἀξιωματικῶν εἰς τὸ δάσος τοῦ Κατὶν διεπράχθησαν ὑπὸ ἀνδρῶν τοῦ σοβιετικοῦ στρατοῦ τὸ 1940. (99, 1652, 415, 1696)
makarios-columns (598, 1394, 1102, 1813)
article-text: ΙΕΡΟΥΣΑΛΗΜ, 22. (Ρώυτερ). — Ἀνησυχίαν ἐκφράζουν οἱ ἰσραηλινοὶ κύκλοι διὰ τὴν καθυστέρησιν τῆς ἀπαντήσεως τῆς Ουάσιγκτων εἰς τὸ αἴτημα τῆς παροχῆς νέων ἀεροσκαφῶν «Φάντομ». Ὁ ὑφυπουργὸς Ἐξωτερικῶν κ. Σίσκο, ὁ ὁποῖος ἀφίκνεται σήμερον εἰς Ἰσραήλ, δὲν ἀναμένεται νὰ φέρῃ τὴν ἀπάντησιν. Ἡ ἀμερικανικὴ κυβέρνησις ἐξετάζει ἀκόμη τὸ θέμα εἰς συνάρτησιν πρὸς τὰς προσπαθείας διὰ μίαν μερικὴν συμφωνίαν περὶ ἐπαναλειτουργίας τῆς διώρυγος τοῦ Σουέζ. (938, 1421, 1102, 1606)
subhead: ΔΙΑΦΩΝΟΥΝ ΟΙ ΤΟΥΡΚΟΚΥΠΡΙΟΙ (802, 1538, 897, 1559)
headline-trochaia: ΕΔΙΠΛΑΣΙΑΣΘΗΣΑΝ ΤΑ ΤΡΟΧΑΙΑ ΑΤΥΧΗΜΑΤΑ ΕΙΣ ΤΑΣ ΓΑΛΛΙΚΑΣ ΠΟΛΕΙΣ ΚΑΙ ΤΗΝ ΥΠΑΙΘΡΟΝ (611, 877, 899, 921)
subhead: ΝΕΑΙ ΔΗΛΩΣΕΙΣ κ. ΝΤΕΚΤΑΣ (598, 1506, 760, 1517)
funeral-name: ΓΕΩΡΓΙΟΝ ΜΠΑΓΡΑΜΗΝ (436, 2403, 576, 2414)
funeral-name: ΕΡΑΣΜΙΑΝ ΒΛΑΣΣΑ (452, 2390, 561, 2400)
article-text: γὺς τῆς 3ης Ὀκτωβρίου, ἐὰν μεσολαβήσῃ ἡ καταστροφὴ τοῦ ἑλικοπτέρου ὀφείλεται εἰς τεχνικὴν βλάβην. Οὐδεὶς ἐκ τῶν ἐπιβαινόντων διεσώθη. ΟΥΑΣΙΓΚΤΩΝ, 22. — Ὁ πρόεδρος Νίξον ἐκρίνει τὴν πρότασιν ὡς ἀνεπαρκῆ. Ὅπως εἶναι γνωστόν, ἡ κυβέρνησις ἀναμένει τὴν ἀπάντησιν τοῦ Ἀνόι εἰς τὰς παλαιοτέρας προτάσεις της. (427, 818, 585, 949)
article-text: ΜΟΣΧΑ, 22. (Ρώυτερ). — Σοβιετικὰ ἐπίσημα στοιχεῖα κατηγοροῦν τὴν Κίναν ὅτι ἐπιδιώκει νὰ ἐγκαταστήσῃ στενὰς σχέσεις μετὰ τῶν ἰμπεριαλιστῶν καὶ ὅτι ἡ πολιτικὴ αὐτὴ ἀποτελεῖ ἀπειλὴν κατὰ τῆς εἰρήνης. Ἡ «Πράβδα» κατηγορεῖ τοὺς ἡγέτας τοῦ Πεκίνου ὅτι ἐπιχειροῦν νὰ συμβιβασθοῦν μετὰ τῶν Ἡνωμένων Πολιτειῶν, ἐνῷ ταυτοχρόνως συνεχίζουν τὴν προπαγάνδαν κατὰ τῆς Σοβιετικῆς Ἑνώσεως. (598, 213, 752, 376)
article-text: στρατιωτικῶς διοικήσεως ἐδήλωσεν ὅτι ἡ καταστροφὴ τοῦ ἑλικοπτέρου ὀφείλεται εἰς τεχνικὴν βλάβην. ΟΥΑΣΙΓΚΤΩΝ, 22. (Ἀσσ. Πρές). — Τὸ Στέιτ Ντηπάρτμεντ ἐπιβεβαίωσε τὰς πληροφορίας ὅτι τὸ Βόρειον Βιετνὰμ κατασκευάζει ὁδὸν διὰ τῆς στρατιωτικοποιημένης ζώνης πρὸς τὸ Νότον. Ἡ κατασκευὴ τῆς ὁδοῦ ἀποτελεῖ παραβίασιν τῆς συμφωνίας τοῦ 1968. (263, 300, 421, 441)
headline-koini-agora: Η ΚΟΙΝΗ ΑΓΟΡΑ ΘΑ ΕΦΑΡΜΟΣΗ ΝΕΟΝ ΣΥΣΤΗΜΑ ΠΡΟΣ ΠΡΟΣΤΑΣΙΑΝ ΤΩΝ ΕΙΣΑΓΩΓΩΝ ΤΟΜΑΤΟΠΟΛΤΟΥ (1118, 541, 1396, 586)
article-text: ὅτι ἡ πρόσκλησις ἐδόθη ἐπὶ τῆς ἀφιξεώς του καὶ ὅτι αἱ συνομιλίαι θὰ ἀφοροῦν εἰς τὰς προτάσεις διὰ τὴν διώρυγα. ΑΜΜΑΝ, 22. (Ἀσσ. Πρές). — Ἐπιθέσεις ἀνταρτῶν κατὰ στρατιωτικῶν στόχων ἀνεφέρθησαν εἰς τὴν περιοχὴν τῆς Τζερὰς. Ἡ κυβέρνησις ἀνακοινοῖ ὅτι ἡ κατάστασις εἶναι ὑπὸ ἔλεγχον καὶ ὅτι ἐπικρατεῖ ὁμαλότης εἰς ὁλόκληρον τὴν χώραν. (1097, 810, 1416, 876)
makarios-block (598, 1265, 1102, 2057)
article-text: ὅτι ἡ πρόσκλησις ἐδόθη ἐπὶ τῆς ἀφιξεώς του καὶ ὅτι αἱ συνομιλίαι θὰ ἀφοροῦν εἰς τὰς προτάσεις διὰ τὴν διώρυγα. ΑΜΜΑΝ, 22. (Ἀσσ. Πρές). — Ἐπιθέσεις ἀνταρτῶν κατὰ στρατιωτικῶν στόχων ἀνεφέρθησαν εἰς τὴν περιοχὴν τῆς Τζερὰς. Ἡ κυβέρνησις ἀνακοινοῖ ὅτι ἡ κατάστασις εἶναι ὑπὸ ἔλεγχον καὶ ὅτι ἐπικρατεῖ ὁμαλότης εἰς ὁλόκληρον τὴν χώραν. (1091, 173, 1250, 314)
headline-dollaria: 75.000.000 ΔΟΛΛΑΡΙΑ ΤΟ ΕΛΛΕΙΜΜΑ ΤΟΥ ΠΡΟΫΠΟΛΟΓΙΣΜΟΥ ΤΗΣ ΑΥΣΤΡΑΛΙΑΣ (1125, 657, 1389, 684)
article-text: ΠΑΡΙΣΙΟΙ, 22. (Ἡνωμ. Τύποι). — Αἱ Ἡνωμέναι Πολιτεῖαι καὶ τὸ Νότιον Βιετνὰμ κατηγόρησαν ὅτι οἱ νέαι προτάσεις εἰρήνης τοῦ Βιετκὸνγκ καὶ τοῦ Βορείου Βιετνὰμ, διὰ προβλέπουν ταχείαν κατάπαυσιν τῶν ἐχθροπραξιῶν καὶ ἐξήγησιν τῶν ὅρων διεξαγωγῆς διαπραγματεύσεων διὰ ἐλεγχομένην ἐκεχειρίαν. Ὁ ἀρχηγὸς τῆς ἀντιπροσωπείας τοῦ Σαϊγκὼν εἰς τὰς διαπραγματεύσεις τῶν Παρισίων, κ. Φὰμ Ντάνγκ Λὰμ, ἐδήλωσεν ὅτι αἱ προτάσεις αὗται ἀποτελοῦν ἀπλῶς προπαγανδιστικὴν μανοῦβραν καὶ ἀπορρίπτονται ὑπὸ τῆς κυβερνήσεως. Κατὰ τὰς συνομιλίας ὁ Ἀμερικανὸς ἀντιπρόσωπος ἐτόνισεν ὅτι ἡ Ἀμερικὴ θέλει ἐλεγχομένην ἐκεχειρίαν. (99, 2500, 585, 2576)
headline-diapragmateuseis: ΔΙ’ ΟΙΚΟΝΟΜΙΚΑΣ ΔΙΑΠΡΑΓΜΑΤΕΥΣΕΙΣ (941, 578, 1068, 605)
headline-estrefisai: ΕΣΤΡΕΦΙΣΑΙ ΑΠΕΙΛΟΥΝ ΜΕ ΕΠΙΘΕΣΙΝ ΤΑΣ ΕΙΣ ΛΟΝΔΙΝΟΝ ΙΣΠΑΝΙΚΑΣ ΤΡΑΠΕΖΑΣ (932, 752, 1076, 804)
left-block (99, 47, 586, 2576)
article-text: ΠΑΡΙΣΙΟΙ, 22. (Ἡνωμ. Τύποι). — Αἱ Ἡνωμέναι Πολιτεῖαι καὶ τὸ Νότιον Βιετνὰμ κατηγόρησαν ὅτι οἱ νέαι προτάσεις εἰρήνης τοῦ Βιετκὸνγκ καὶ τοῦ Βορείου Βιετνὰμ, διὰ προβλέπουν ταχείαν κατάπαυσιν τῶν ἐχθροπραξιῶν καὶ ἐξήγησιν τῶν ὅρων διεξαγωγῆς διαπραγματεύσεων διὰ ἐλεγχομένην ἐκεχειρίαν. Ὁ ἀρχηγὸς τῆς ἀντιπροσωπείας τοῦ Σαϊγκὼν εἰς τὰς διαπραγματεύσεις τῶν Παρισίων, κ. Φὰμ Ντάνγκ Λὰμ, ἐδήλωσεν ὅτι αἱ προτάσεις αὗται ἀποτελοῦν ἀπλῶς προπαγανδιστικὴν μανοῦβραν καὶ ἀπορρίπτονται ὑπὸ τῆς κυβερνήσεως. Κατὰ τὰς συνομιλίας ὁ Ἀμερικανὸς ἀντιπρόσωπος ἐτόνισεν ὅτι ἡ Ἀμερικὴ θέλει ἐλεγχομένην ἐκεχειρίαν. (99, 283, 256, 543)
headline-amerikanoi: ΔΥΟ ΑΜΕΡΙΚΑΝΟΕΒΡΑΙΟΙ ΑΠΑΛΛΑΧΘΗΣΑΝ ΕΚ ΡΩΣΣΙΑΣ ΚΑΤΗΓΟΡΟΥΜΕΝΟΙ ΔΙ’ ΑΝΤΙΣΟΒΙΕΤΙΚΗΝ ΔΡΑΣΤΗΡΙΟΤΗΤΑ (1115, 1449, 1408, 1509)
right-lower-block (1107, 1265, 1416, 2057)
headline-kommounistai: ΟΙ ΚΟΜΜΟΥΝΙΣΤΑΙ ΚΑΤΑΓΓΕΛΛΕΙ Ο ΤΣΑΓΚ ΚΑΙ-ΣΕΚ ΟΥΔΕΠΟΤΕ ΘΑ ΠΑΡΑΙΤΗΘΟΥΝ ΤΩΝ ΣΧΕΔΙΩΝ ΔΙΑ ΝΑ ΚΑΤΑΚΤΗΣΟΥΝ ΤΟΝ ΕΛΕΥΘΕΡΟΝ ΚΟΣΜΟΝ (601, 402, 909, 462)
article-text: ὅτι ἡ πρόσκλησις ἐδόθη ἐπὶ τῆς ἀφιξεώς του καὶ ὅτι αἱ συνομιλίαι θὰ ἀφοροῦν εἰς τὰς προτάσεις διὰ τὴν διώρυγα. ΑΜΜΑΝ, 22. (Ἀσσ. Πρές). — Ἐπιθέσεις ἀνταρτῶν κατὰ στρατιωτικῶν στόχων ἀνεφέρθησαν εἰς τὴν περιοχὴν τῆς Τζερὰς. Ἡ κυβέρνησις ἀνακοινοῖ ὅτι ἡ κατάστασις εἶναι ὑπὸ ἔλεγχον καὶ ὅτι ἐπικρατεῖ ὁμαλότης εἰς ὁλόκληρον τὴν χώραν. (925, 604, 1084, 745)
headline-india: Η ΙΝΔΙΑ ΑΠΕΙΛΕΙ ΤΟΥΣ ΚΑΤΟΙΚΟΥΣ ΤΟΥ ΑΝ. ΠΑΚΙΣΤΑΝ (1120, 878, 1393, 905)
headline-radio: ΧΡΗΜΑΤΟΔΟΤΗΣΙΣ ΤΟΥ ΡΑΔΙΟΣΤΑΘΜΟΥ «ΕΛΕΥΘΕΡΑ ΕΥΡΩΠΗ» (432, 1418, 580, 1457)
article-text: γὺς τῆς 3ης Ὀκτωβρίου, ἐὰν μεσολαβήσῃ ἡ καταστροφὴ τοῦ ἑλικοπτέρου ὀφείλεται εἰς τεχνικὴν βλάβην. Οὐδεὶς ἐκ τῶν ἐπιβαινόντων διεσώθη. ΟΥΑΣΙΓΚΤΩΝ, 22. — Ὁ πρόεδρος Νίξον ἐκρίνει τὴν πρότασιν ὡς ἀνεπαρκῆ. Ὅπως εἶναι γνωστόν, ἡ κυβέρνησις ἀναμένει τὴν ἀπάντησιν τοῦ Ἀνόι εἰς τὰς παλαιοτέρας προτάσεις της. (427, 1456, 585, 1587)
headline-moscha: Βιαιοτάτην ἐπίθεσιν κατὰ τῆς Κίνας ἐξαπέλυσεν ἡ Μόσχα (598, 48, 912, 165)
subhead: ΝΕΟΣ ΠΡΕΣΒΥΣ ΕΙΣ ΟΥΑΣΙΓΚΤΩΝ (965, 1608, 1075, 1629)
article-text: τοὺς μεγάλας δυνάμεις, πολιτικά ὑποδείγματος, καὶ ὅτι ὑπὸ ἀντίθετον εἰς τὰς ἐκκλήσεις τῶν κομμουνιστῶν ἡ Κίνα ἀποστρέφεται τῶν ἐπαναστατικῶν κινημάτων. Τέλος, τὸ «Νέα Κίνα» κατηγορεῖ τὴν ἡγεσίαν τοῦ Κρεμλίνου ὅτι χρησιμοποιεῖ τὸν κομμουνισμὸν ὡς προσωπεῖον διὰ τὴν ἐπέκτασιν τῆς ἐπιρροῆς της. ΒΟΥΔΑΠΕΣΤΗ, 22. (Ἀσσ. Πρές). — Ἡ Οὑγγρικὴ κυβέρνησις ἀποκρούει τὰς κατηγορίας. (598, 653, 913, 730)
headline-nauloi: ΑΥΞΑΝΟΝΤΑΙ ΟΙ ΝΑΥΛΟΙ ΦΟΡΤΗΓΩΝ ΠΛΟΙΩΝ ΕΚ ΕΛΛΑΔΟΣ ΠΡΟΣ ΗΝ. ΠΟΛΙΤΕΙΑΣ (429, 754, 582, 806)
headline-kennedy: Η κ. ΚΕΝΝΕΝΤΥ ΕΩΡΤΑΣΕ ΤΗΝ 41ην ΕΠΕΤΕΙΟΝ ΤΩΝ ΓΕΝΕΘΛΙΩΝ ΤΗΣ (445, 1998, 568, 2050)
article-text: ὅτι ἡ πρόσκλησις ἐδόθη ἐπὶ τῆς ἀφιξεώς του καὶ ὅτι αἱ συνομιλίαι θὰ ἀφοροῦν εἰς τὰς προτάσεις διὰ τὴν διώρυγα. ΑΜΜΑΝ, 22. (Ἀσσ. Πρές). — Ἐπιθέσεις ἀνταρτῶν κατὰ στρατιωτικῶν στόχων ἀνεφέρθησαν εἰς τὴν περιοχὴν τῆς Τζερὰς. Ἡ κυβέρνησις ἀνακοινοῖ ὅτι ἡ κατάστασις εἶναι ὑπὸ ἔλεγχον καὶ ὅτι ἐπικρατεῖ ὁμαλότης εἰς ὁλόκληρον τὴν χώραν. (1107, 1577, 1416, 1643)
subhead: ΚΑΤΑΣΚΕΥΗ ΟΔΟΥ (290, 286, 394, 297)
article-text: ΜΟΣΧΑ, 22. (Ρώυτερ). — Σοβιετικὰ ἐπίσημα στοιχεῖα κατηγοροῦν τὴν Κίναν ὅτι ἐπιδιώκει νὰ ἐγκαταστήσῃ στενὰς σχέσεις μετὰ τῶν ἰμπεριαλιστῶν καὶ ὅτι ἡ πολιτικὴ αὐτὴ ἀποτελεῖ ἀπειλὴν κατὰ τῆς εἰρήνης. Ἡ «Πράβδα» κατηγορεῖ τοὺς ἡγέτας τοῦ Πεκίνου ὅτι ἐπιχειροῦν νὰ συμβιβασθοῦν μετὰ τῶν Ἡνωμένων Πολιτειῶν, ἐνῷ ταυτοχρόνως συνεχίζουν τὴν προπαγάνδαν κατὰ τῆς Σοβιετικῆς Ἑνώσεως. (598, 469, 913, 545)
article-text: στρατιωτικῶς διοικήσεως ἐδήλωσεν ὅτι ἡ καταστροφὴ τοῦ ἑλικοπτέρου ὀφείλεται εἰς τεχνικὴν βλάβην. ΟΥΑΣΙΓΚΤΩΝ, 22. (Ἀσσ. Πρές). — Τὸ Στέιτ Ντηπάρτμεντ ἐπιβεβαίωσε τὰς πληροφορίας ὅτι τὸ Βόρειον Βιετνὰμ κατασκευάζει ὁδὸν διὰ τῆς στρατιωτικοποιημένης ζώνης πρὸς τὸ Νότον. Ἡ κατασκευὴ τῆς ὁδοῦ ἀποτελεῖ παραβίασιν τῆς συμφωνίας τοῦ 1968. (99, 559, 256, 700)
article-text: τοὺς μεγάλας δυνάμεις, πολιτικά ὑποδείγματος, καὶ ὅτι ὑπὸ ἀντίθετον εἰς τὰς ἐκκλήσεις τῶν κομμουνιστῶν ἡ Κίνα ἀποστρέφεται τῶν ἐπαναστατικῶν κινημάτων. Τέλος, τὸ «Νέα Κίνα» κατηγορεῖ τὴν ἡγεσίαν τοῦ Κρεμλίνου ὅτι χρησιμοποιεῖ τὸν κομμουνισμὸν ὡς προσωπεῖον διὰ τὴν ἐπέκτασιν τῆς ἐπιρροῆς της. ΒΟΥΔΑΠΕΣΤΗ, 22. (Ἀσσ. Πρές). — Ἡ Οὑγγρικὴ κυβέρνησις ἀποκρούει τὰς κατηγορίας. (598, 928, 913, 1004)
headline-xioum: Ο ΧΙΟΥΜ ΕΠΙΜΕΝΕΙ ΕΠΙ ΤΗΣ ΑΝΑΓΚΗΣ ΕΙΣΟΔΟΥ ΤΗΣ ΜΕΓ. ΒΡΕΤΑΝΝΙΑΣ ΕΙΣ ΤΗΝ ΚΟΙΝΗΝ ΑΓΟΡΑΝ (606, 554, 904, 599)
headline-exorgisthesan: ΕΞΩΡΓΙΣΘΗΣΑΝ ΟΙ ΤΟΥΡΚΟΚΥΠΡΙΟΙ ΔΙΑ ΤΗΝ ΑΠΟΚΑΛΥΨΙΝ ΣΧΕΔΙΩΝ ΤΩΝ (637, 1347, 1062, 1386)
article-text: ὅτι ἡ πρόσκλησις ἐδόθη ἐπὶ τῆς ἀφιξεώς του καὶ ὅτι αἱ συνομιλίαι θὰ ἀφοροῦν εἰς τὰς προτάσεις διὰ τὴν διώρυγα. ΑΜΜΑΝ, 22. (Ἀσσ. Πρές). — Ἐπιθέσεις ἀνταρτῶν κατὰ στρατιωτικῶν στόχων ἀνεφέρθησαν εἰς τὴν περιοχὴν τῆς Τζερὰς. Ἡ κυβέρνησις ἀνακοινοῖ ὅτι ἡ κατάστασις εἶναι ὑπὸ ἔλεγχον καὶ ὅτι ἐπικρατεῖ ὁμαλότης εἰς ὁλόκληρον τὴν χώραν. (938, 1655, 1102, 1797)
subhead: ΔΙΑΠΡΑΓΜΑΤΕΥΣΕΙΣ ΜΕ ΤΗΝ Ε.Ο.Κ. (951, 1632, 1088, 1653)
